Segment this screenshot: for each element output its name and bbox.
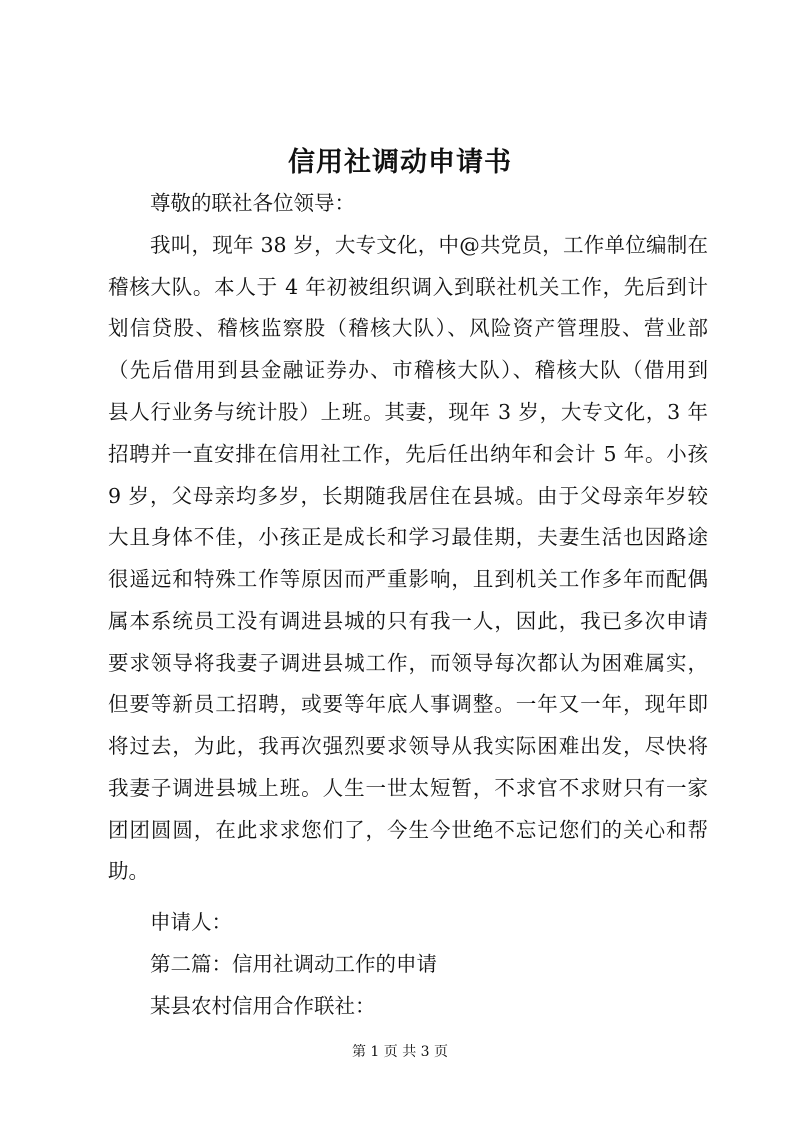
body-line: 我叫，现年 38 岁，大专文化，中@共党员，工作单位编制在: [150, 233, 708, 257]
body-line: 要求领导将我妻子调进县城工作，而领导每次都认为困难属实，: [108, 651, 708, 675]
body-line: 将过去，为此，我再次强烈要求领导从我实际困难出发，尽快将: [108, 734, 708, 758]
body-line: （先后借用到县金融证券办、市稽核大队）、稽核大队（借用到: [108, 358, 708, 382]
body-line: 9 岁，父母亲均多岁，长期随我居住在县城。由于父母亲年岁较: [108, 484, 708, 508]
body-line: 稽核大队。本人于 4 年初被组织调入到联社机关工作，先后到计: [108, 275, 708, 299]
body-line: 很遥远和特殊工作等原因而严重影响，且到机关工作多年而配偶: [108, 567, 708, 591]
body-line: 但要等新员工招聘，或要等年底人事调整。一年又一年，现年即: [108, 692, 708, 716]
body-line: 大且身体不佳，小孩正是成长和学习最佳期，夫妻生活也因路途: [108, 525, 708, 549]
second-section-addressee: 某县农村信用合作联社：: [150, 994, 376, 1018]
applicant-label: 申请人：: [150, 910, 232, 934]
page-number-footer: 第 1 页 共 3 页: [351, 1044, 449, 1060]
body-line: 团团圆圆，在此求求您们了，今生今世绝不忘记您们的关心和帮: [108, 818, 708, 842]
body-line: 属本系统员工没有调进县城的只有我一人，因此，我已多次申请: [108, 609, 708, 633]
salutation: 尊敬的联社各位领导：: [150, 191, 355, 215]
body-line: 助。: [108, 859, 149, 883]
body-line: 划信贷股、稽核监察股（稽核大队）、风险资产管理股、营业部: [108, 316, 708, 340]
body-line: 招聘并一直安排在信用社工作，先后任出纳年和会计 5 年。小孩: [108, 442, 708, 466]
body-line: 县人行业务与统计股）上班。其妻，现年 3 岁，大专文化，3 年: [108, 400, 708, 424]
body-line: 我妻子调进县城上班。人生一世太短暂，不求官不求财只有一家: [108, 776, 708, 800]
document-title: 信用社调动申请书: [288, 147, 512, 178]
second-section-title: 第二篇：信用社调动工作的申请: [150, 952, 437, 976]
